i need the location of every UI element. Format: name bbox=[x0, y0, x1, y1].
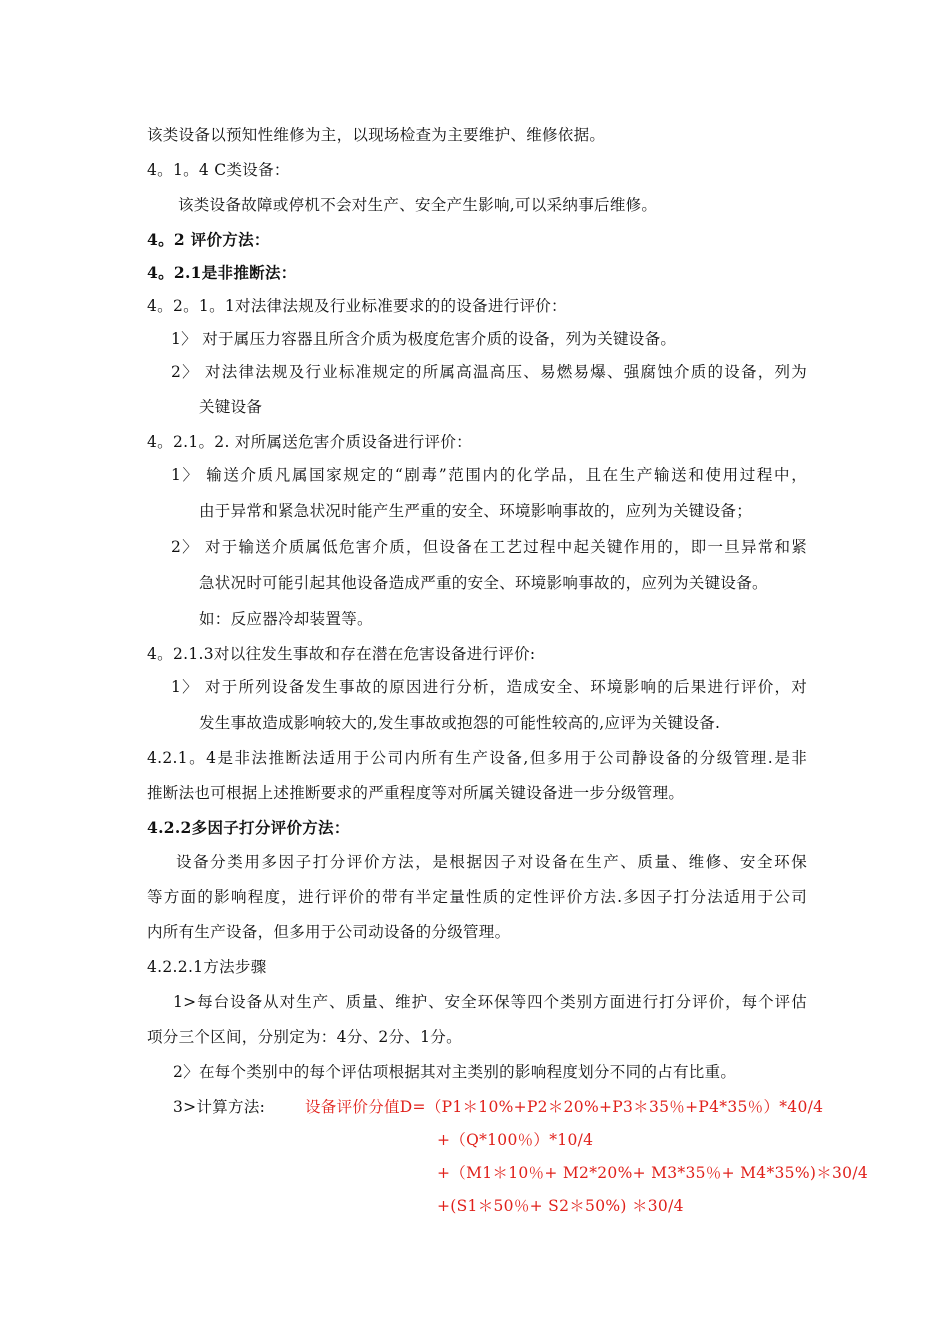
section-heading: 4。2。1。1对法律法规及行业标准要求的的设备进行评价： bbox=[147, 297, 567, 315]
list-item: 2〉 对法律法规及行业标准规定的所属高温高压、易燃易爆、强腐蚀介质的设备，列为 bbox=[171, 363, 807, 381]
list-item: 2〉 对于输送介质属低危害介质，但设备在工艺过程中起关键作用的，即一旦异常和紧 bbox=[171, 538, 807, 556]
paragraph-line: 推断法也可根据上述推断要求的严重程度等对所属关键设备进一步分级管理。 bbox=[147, 784, 685, 802]
section-heading: 4.2.2多因子打分评价方法： bbox=[147, 818, 350, 837]
paragraph-line: 4.2.1。4是非法推断法适用于公司内所有生产设备,但多用于公司静设备的分级管理.是非 bbox=[147, 749, 807, 767]
formula-line: +(S1＊50％+ S2＊50%) ＊30/4 bbox=[437, 1197, 684, 1215]
paragraph-line: 内所有生产设备，但多用于公司动设备的分级管理。 bbox=[147, 923, 511, 941]
section-heading: 4。2.1.3对以往发生事故和存在潜在危害设备进行评价: bbox=[147, 645, 536, 663]
paragraph-line: 该类设备故障或停机不会对生产、安全产生影响,可以采纳事后维修。 bbox=[178, 196, 658, 214]
section-heading: 4。1。4 C类设备： bbox=[147, 161, 290, 179]
section-heading: 4。2.1是非推断法： bbox=[147, 263, 297, 282]
list-item-continuation: 如：反应器冷却装置等。 bbox=[199, 610, 373, 628]
paragraph-line: 2〉在每个类别中的每个评估项根据其对主类别的影响程度划分不同的占有比重。 bbox=[173, 1063, 737, 1081]
list-item: 1〉 输送介质凡属国家规定的“剧毒”范围内的化学品，且在生产输送和使用过程中， bbox=[171, 466, 807, 484]
formula-line: 设备评价分值D=（P1＊10%+P2＊20%+P3＊35％+P4*35％）*40/4 bbox=[305, 1098, 824, 1116]
paragraph-line: 等方面的影响程度，进行评价的带有半定量性质的定性评价方法.多因子打分法适用于公司 bbox=[147, 888, 807, 906]
paragraph-line: 设备分类用多因子打分评价方法，是根据因子对设备在生产、质量、维修、安全环保 bbox=[176, 853, 807, 871]
section-heading: 4。2 评价方法： bbox=[147, 230, 270, 249]
formula-line: +（Q*100％）*10/4 bbox=[437, 1131, 594, 1149]
section-heading: 4。2.1。2. 对所属送危害介质设备进行评价： bbox=[147, 433, 472, 451]
section-heading: 4.2.2.1方法步骤 bbox=[147, 958, 267, 976]
list-item-continuation: 由于异常和紧急状况时能产生严重的安全、环境影响事故的，应列为关键设备； bbox=[199, 502, 753, 520]
list-item-continuation: 关键设备 bbox=[199, 398, 263, 416]
list-item: 1〉 对于所列设备发生事故的原因进行分析，造成安全、环境影响的后果进行评价，对 bbox=[171, 678, 807, 696]
paragraph-line: 项分三个区间，分别定为：4分、2分、1分。 bbox=[147, 1028, 462, 1046]
list-item-continuation: 急状况时可能引起其他设备造成严重的安全、环境影响事故的，应列为关键设备。 bbox=[199, 574, 768, 592]
list-item-continuation: 发生事故造成影响较大的,发生事故或抱怨的可能性较高的,应评为关键设备. bbox=[199, 714, 721, 732]
formula-line: +（M1＊10％+ M2*20%+ M3*35％+ M4*35%)＊30/4 bbox=[437, 1164, 869, 1182]
paragraph-line: 该类设备以预知性维修为主，以现场检查为主要维护、维修依据。 bbox=[147, 126, 606, 144]
list-item: 1〉 对于属压力容器且所含介质为极度危害介质的设备，列为关键设备。 bbox=[171, 330, 677, 348]
paragraph-line: 1>每台设备从对生产、质量、维护、安全环保等四个类别方面进行打分评价，每个评估 bbox=[173, 993, 807, 1011]
formula-label: 3>计算方法: bbox=[173, 1098, 266, 1116]
